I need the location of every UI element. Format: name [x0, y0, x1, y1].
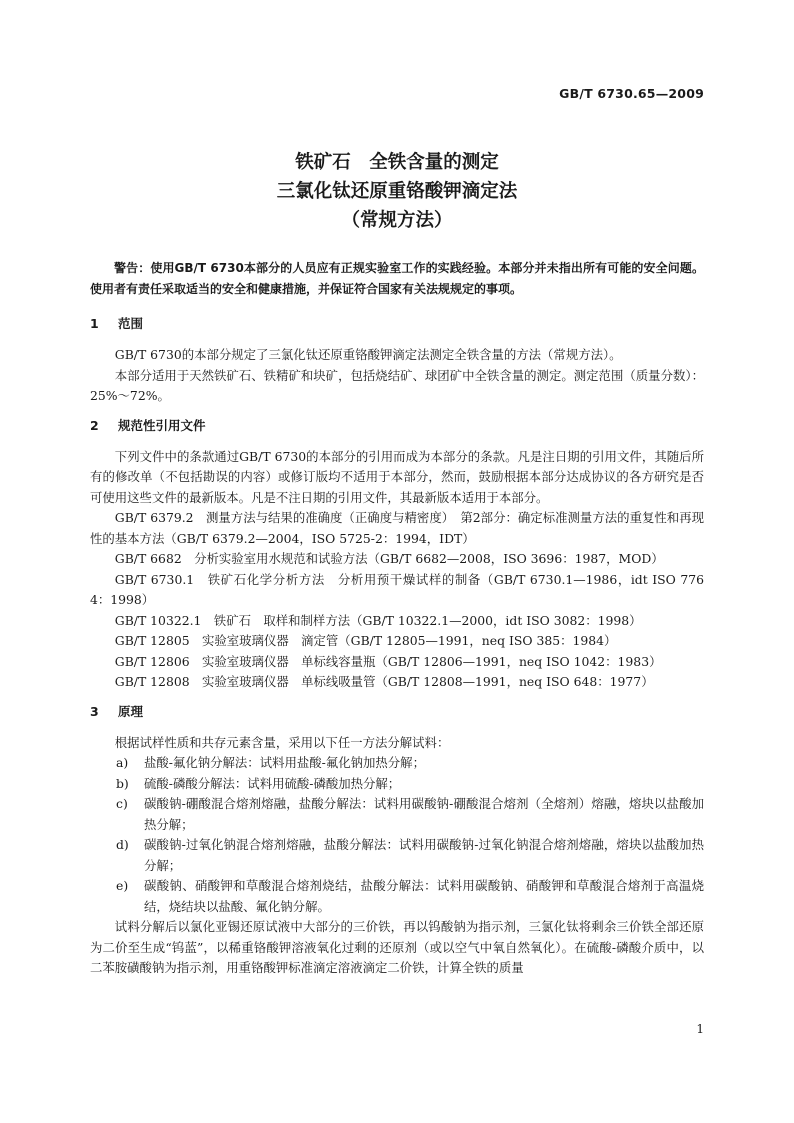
method-item — [90, 876, 704, 917]
item-marker: d) — [116, 837, 129, 852]
section-title: 规范性引用文件 — [118, 417, 206, 433]
reference-item: GB/T 6682 分析实验室用水规范和试验方法（GB/T 6682—2008，ISO 3696：1987，MOD） — [114, 551, 664, 566]
method-item — [90, 774, 704, 795]
reference-item: GB/T 10322.1 铁矿石 取样和制样方法（GB/T 10322.1—2000，idt ISO 3082：1998） — [114, 612, 642, 628]
item-marker: b) — [116, 775, 129, 791]
item-text: 硫酸-磷酸分解法：试料用硫酸-磷酸加热分解； — [144, 775, 401, 791]
method-list — [90, 753, 704, 917]
scope-paragraph-2: 本部分适用于天然铁矿石、铁精矿和块矿，包括烧结矿、球团矿中全铁含量的测定。测定范围（质量分数）：25%～72%。 — [90, 367, 704, 403]
reference-item: GB/T 12806 实验室玻璃仪器 单标线容量瓶（GB/T 12806—1991，neq ISO 1042：1983） — [114, 653, 662, 669]
principle-closing-paragraph: 试料分解后以氯化亚锡还原试液中大部分的三价铁，再以钨酸钠为指示剂，三氯化钛将剩余三价铁全部还原为二价至生成“钨蓝”，以稀重铬酸钾溶液氧化过剩的还原剂（或以空气中氧自然氧化）。在硫酸-磷酸介质中，以二苯胺磺酸钠为指示剂，用重铬酸钾标准滴定溶液滴定二价铁，计算全铁的质量 — [90, 919, 704, 975]
title-line-1: 铁矿石 全铁含量的测定 — [295, 152, 499, 173]
method-item — [90, 753, 704, 774]
item-marker: e) — [116, 878, 129, 893]
section-title: 范围 — [118, 316, 144, 331]
item-marker: c) — [116, 796, 128, 811]
section-heading-principle — [90, 702, 704, 722]
title-line-3: （常规方法） — [341, 210, 453, 231]
section-heading-normative-references — [90, 416, 704, 436]
method-item — [90, 835, 704, 876]
section-title: 原理 — [118, 703, 144, 719]
item-marker: a) — [116, 755, 129, 770]
reference-item: GB/T 6730.1 铁矿石化学分析方法 分析用预干燥试样的制备（GB/T 6730.1—1986，idt ISO 7764：1998） — [90, 571, 704, 607]
reference-item: GB/T 12808 实验室玻璃仪器 单标线吸量管（GB/T 12808—1991，neq ISO 648：1977） — [114, 674, 654, 689]
section-number: 1 — [90, 316, 99, 331]
section-number: 3 — [90, 703, 99, 719]
title-line-2: 三氯化钛还原重铬酸钾滴定法 — [276, 181, 518, 202]
item-text: 盐酸-氟化钠分解法：试料用盐酸-氟化钠加热分解； — [144, 755, 425, 770]
document-title — [0, 148, 794, 235]
method-item — [90, 794, 704, 835]
item-text: 碳酸钠-过氧化钠混合熔剂熔融，盐酸分解法：试料用碳酸钠-过氧化钠混合熔剂熔融，熔块以盐酸加热分解； — [144, 837, 704, 873]
page-number: 1 — [696, 1022, 704, 1036]
item-text: 碳酸钠-硼酸混合熔剂熔融，盐酸分解法：试料用碳酸钠-硼酸混合熔剂（全熔剂）熔融，熔块以盐酸加热分解； — [144, 796, 704, 832]
safety-warning: 警告：使用GB/T 6730本部分的人员应有正规实验室工作的实践经验。本部分并未指出所有可能的安全问题。使用者有责任采取适当的安全和健康措施，并保证符合国家有关法规规定的事项。 — [90, 261, 704, 296]
scope-paragraph-1: GB/T 6730的本部分规定了三氯化钛还原重铬酸钾滴定法测定全铁含量的方法（常规方法）。 — [114, 347, 622, 362]
reference-list — [90, 508, 704, 693]
item-text: 碳酸钠、硝酸钾和草酸混合熔剂烧结，盐酸分解法：试料用碳酸钠、硝酸钾和草酸混合熔剂于高温烧结，烧结块以盐酸、氟化钠分解。 — [144, 878, 704, 914]
references-intro: 下列文件中的条款通过GB/T 6730的本部分的引用而成为本部分的条款。凡是注日期的引用文件，其随后所有的修改单（不包括勘误的内容）或修订版均不适用于本部分，然而，鼓励根据本部分达成协议的各方研究是否可使用这些文件的最新版本。凡是不注日期的引用文件，其最新版本适用于本部分。 — [90, 448, 704, 505]
reference-item: GB/T 6379.2 测量方法与结果的准确度（正确度与精密度） 第2部分：确定标准测量方法的重复性和再现性的基本方法（GB/T 6379.2—2004，ISO 5725-2：1994，IDT） — [90, 510, 704, 546]
document-body — [90, 258, 704, 979]
principle-intro: 根据试样性质和共存元素含量，采用以下任一方法分解试料： — [114, 734, 450, 750]
section-number: 2 — [90, 417, 99, 433]
standard-number: GB/T 6730.65—2009 — [559, 86, 704, 101]
section-heading-scope — [90, 314, 704, 334]
reference-item: GB/T 12805 实验室玻璃仪器 滴定管（GB/T 12805—1991，neq ISO 385：1984） — [114, 633, 617, 648]
